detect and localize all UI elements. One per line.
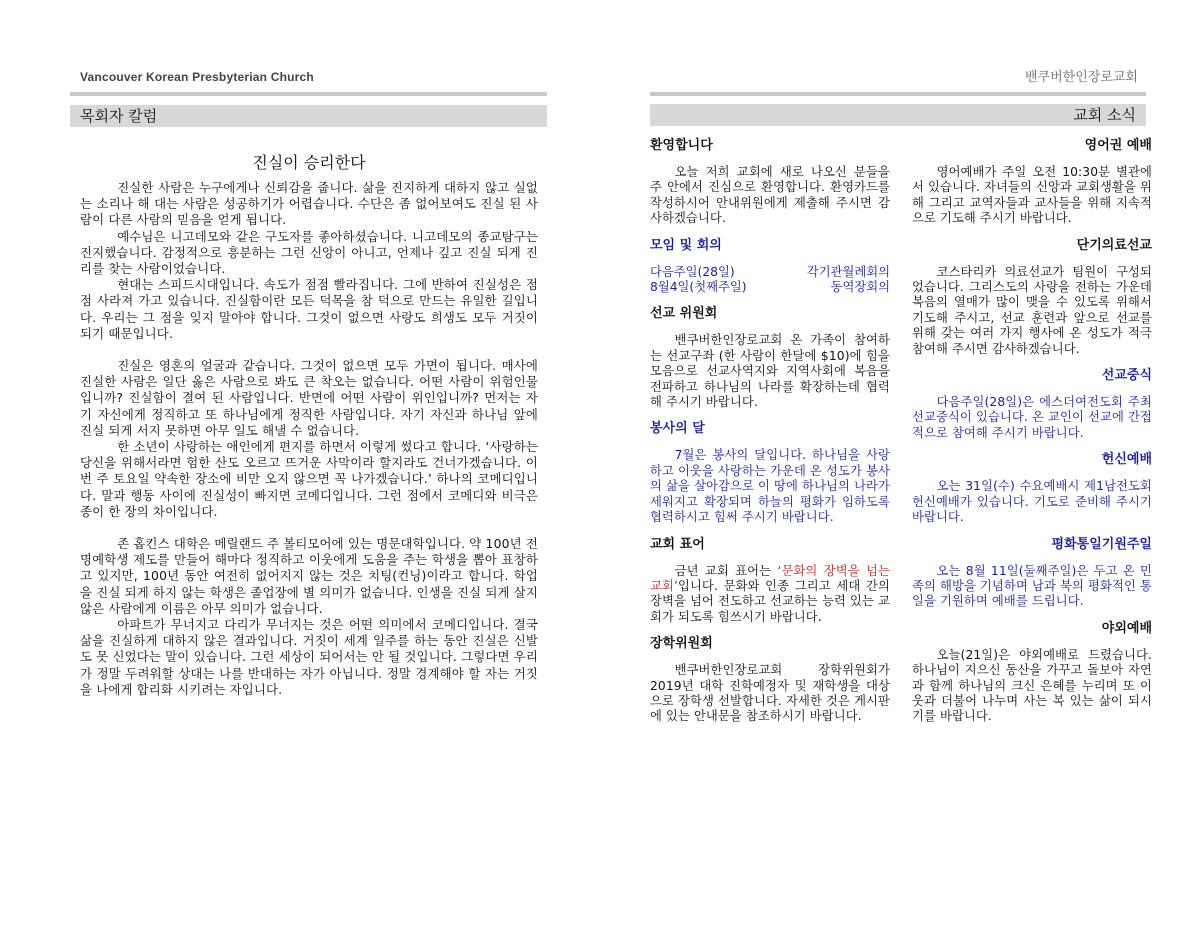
header-rule <box>650 92 1146 96</box>
column-paragraph: 현대는 스피드시대입니다. 속도가 점점 빨라집니다. 그에 반하여 진실성은 점점 사라져 가고 있습니다. 진실함이란 모든 덕목을 참 덕으로 만드는 유일한 길입니다. 우리는 그 점을 잊지 말아야 합니다. 그것이 없으면 사랑도 희생도 모두 거짓이 되기 때문입니다. <box>80 277 538 341</box>
news-body <box>650 564 890 626</box>
column-paragraph: 예수님은 니고데모와 같은 구도자를 좋아하셨습니다. 니고데모의 종교탐구는 진지했습니다. 감정적으로 흥분하는 그런 신앙이 아니고, 언제나 깊고 진실 되게 진리를 찾는 사람이었습니다. <box>80 228 538 277</box>
news-service-month <box>650 421 890 525</box>
column-body <box>80 180 538 698</box>
news-welcome <box>650 138 890 227</box>
news-peace-unification <box>912 537 1152 610</box>
meeting-event: 동역장회의 <box>830 280 890 295</box>
news-heading: 선교중식 <box>1101 368 1152 384</box>
news-heading: 선교 위원회 <box>650 306 718 322</box>
church-name-header: Vancouver Korean Presbyterian Church <box>80 70 314 84</box>
news-heading: 영어권 예배 <box>1084 138 1152 153</box>
news-outdoor-worship <box>912 621 1152 725</box>
news-heading: 평화통일기원주일 <box>1051 536 1152 552</box>
news-heading: 장학위원회 <box>650 636 713 652</box>
motto-intro: 금년 교회 표어는 <box>674 563 778 578</box>
news-mission-committee <box>650 306 890 410</box>
news-church-motto <box>650 537 890 626</box>
news-heading: 봉사의 달 <box>650 421 705 437</box>
news-body: 밴쿠버한인장로교회 온 가족이 참여하는 선교구좌 (한 사람이 한달에 $10)에 힘을 모음으로 선교사역지와 지역사회에 복음을 전파하고 하나님의 나라를 확장하는데 협력해 주시기 바랍니다. <box>650 333 890 410</box>
news-dedication-service <box>912 452 1152 525</box>
meeting-event: 각기관월례회의 <box>806 264 890 279</box>
news-heading: 교회 표어 <box>650 536 705 552</box>
motto-rest: 입니다. 문화와 인종 그리고 세대 간의 장벽을 넘어 전도하고 선교하는 능력 있는 교회가 되도록 힘쓰시기 바랍니다. <box>650 578 890 624</box>
right-page <box>600 0 1200 930</box>
section-title-pastor-column: 목회자 칼럼 <box>70 105 547 127</box>
news-body: 7월은 봉사의 달입니다. 하나님을 사랑하고 이웃을 사랑하는 가운데 온 성도가 봉사의 삶을 살아감으로 이 땅에 하나님의 나라가 세워지고 확장되며 하늘의 평화가 임하도록 협력하시고 힘써 주시기 바랍니다. <box>650 448 890 525</box>
meeting-date: 8월4일(첫째주일) <box>650 280 747 295</box>
news-body: 코스타리카 의료선교가 팀원이 구성되었습니다. 그리스도의 사랑을 전하는 가운데 복음의 열매가 많이 맺을 수 있도록 위해서 기도해 주시고, 선교 훈련과 앞으로 선교를 위해 갖는 여러 가지 행사에 온 성도가 적극 참여해 주시면 감사하겠습니다. <box>912 264 1152 356</box>
news-body: 밴쿠버한인장로교회 장학위원회가 2019년 대학 진학예정자 및 재학생을 대상으로 장학생 선발합니다. 자세한 것은 게시판에 있는 안내문을 참조하시기 바랍니다. <box>650 663 890 724</box>
news-column-right <box>912 138 1152 736</box>
news-medical-mission <box>912 238 1152 357</box>
news-heading: 모임 및 회의 <box>650 237 722 253</box>
column-paragraph: 아파트가 무너지고 다리가 무너지는 것은 어떤 의미에서 코메디입니다. 결국 삶을 진실하게 대하지 않은 결과입니다. 거짓이 세계 일주를 하는 동안 진실은 신발도 못 신었다는 말이 있습니다. 그런 세상이 되어서는 안 될 것입니다. 그렇다면 우리가 정말 두려워할 상대는 나를 반대하는 자가 아닙니다. 정말 경계해야 할 자는 거짓을 나에게 합리화 시키려는 자입니다. <box>80 617 538 697</box>
news-missionary-commission <box>912 368 1152 441</box>
meeting-row <box>650 265 890 280</box>
news-meetings <box>650 238 890 296</box>
column-paragraph: 진실한 사람은 누구에게나 신뢰감을 줍니다. 삶을 진지하게 대하지 않고 실없는 소리나 해 대는 사람은 성공하기가 어렵습니다. 수단은 좀 없어보여도 진실 된 사람이 다른 사람의 믿음을 얻게 됩니다. <box>80 180 538 228</box>
news-column-left <box>650 138 890 736</box>
church-name-korean: 밴쿠버한인장로교회 <box>1024 70 1138 85</box>
column-paragraph: 한 소년이 사랑하는 애인에게 편지를 하면서 이렇게 썼다고 합니다. ‘사랑하는 당신을 위해서라면 험한 산도 오르고 뜨거운 사막이라 할지라도 건너가겠습니다. 이번 주 토요일 약속한 장소에 비만 오지 않으면 꼭 나가겠습니다.’ 하나의 코메디입니다. 말과 행동 사이에 진실성이 빠지면 코메디입니다. 그런 점에서 코메디와 비극은 종이 한 장의 차이입니다. <box>80 439 538 519</box>
meeting-row <box>650 280 890 295</box>
section-title-church-news: 교회 소식 <box>650 104 1146 126</box>
meeting-date: 다음주일(28일) <box>650 264 735 279</box>
news-body: 오늘 저희 교회에 새로 나오신 분들을 주 안에서 진심으로 환영합니다. 환영카드를 작성하시어 안내위원에게 제출해 주시면 감사하겠습니다. <box>650 165 890 226</box>
news-heading: 헌신예배 <box>1101 452 1152 468</box>
news-body: 영어예배가 주일 오전 10:30분 별관에서 있습니다. 자녀들의 신앙과 교회생활을 위해 그리고 교역자들과 교사들을 위해 지속적으로 기도해 주시기 바랍니다. <box>912 165 1152 226</box>
column-title: 진실이 승리한다 <box>252 153 366 172</box>
column-paragraph: 존 홉킨스 대학은 메릴랜드 주 볼티모어에 있는 명문대학입니다. 약 100년 전 명예학생 제도를 만들어 해마다 정직하고 이웃에게 도움을 주는 학생을 뽑아 표창하고 있지만, 100년 동안 여전히 없어지지 않는 것은 치팅(컨닝)이라고 합니다. 학업을 진실 되게 하지 않는 학생은 졸업장에 별 의미가 없습니다. 인생을 진실 되게 살지 않은 사람에게 이름은 아무 의미가 없습니다. <box>80 536 538 616</box>
header-rule <box>70 92 547 96</box>
news-heading: 야외예배 <box>1101 620 1152 636</box>
news-english-worship <box>912 138 1152 227</box>
news-heading: 단기의료선교 <box>1076 237 1152 253</box>
church-motto-text: ‘문화의 장벽을 넘는 교회’ <box>650 563 890 593</box>
news-body: 오는 31일(수) 수요예배시 제1남전도회 헌신예배가 있습니다. 기도로 준비해 주시기 바랍니다. <box>912 479 1152 525</box>
news-heading: 환영합니다 <box>650 138 713 153</box>
news-body: 다음주일(28일)은 에스더여전도회 주최 선교중식이 있습니다. 온 교인이 선교에 간접적으로 참여해 주시기 바랍니다. <box>912 395 1152 440</box>
news-body: 오늘(21일)은 야외예배로 드렸습니다. 하나님이 지으신 동산을 가꾸고 돌보아 자연과 함께 하나님의 크신 은혜를 누리며 또 이웃과 더불어 나누며 사는 복 있는 삶이 되시기를 바랍니다. <box>912 647 1152 724</box>
news-body: 오는 8월 11일(둘째주일)은 두고 온 민족의 해방을 기념하며 남과 북의 평화적인 통일을 기원하며 예배를 드립니다. <box>912 563 1152 609</box>
news-scholarship <box>650 636 890 725</box>
column-paragraph: 진실은 영혼의 얼굴과 같습니다. 그것이 없으면 모두 가면이 됩니다. 매사에 진실한 사람은 일단 옳은 사람으로 봐도 큰 착오는 없습니다. 어떤 사람이 위험인물입니까? 진실함이 결여 된 사람입니다. 반면에 어떤 사람이 위인입니까? 먼저는 자기 자신에게 정직하고 또 하나님에게 정직한 사람입니다. 자기 자신과 하나님 앞에 진실 되게 서지 못하면 아무 일도 해낼 수 없습니다. <box>80 358 538 438</box>
